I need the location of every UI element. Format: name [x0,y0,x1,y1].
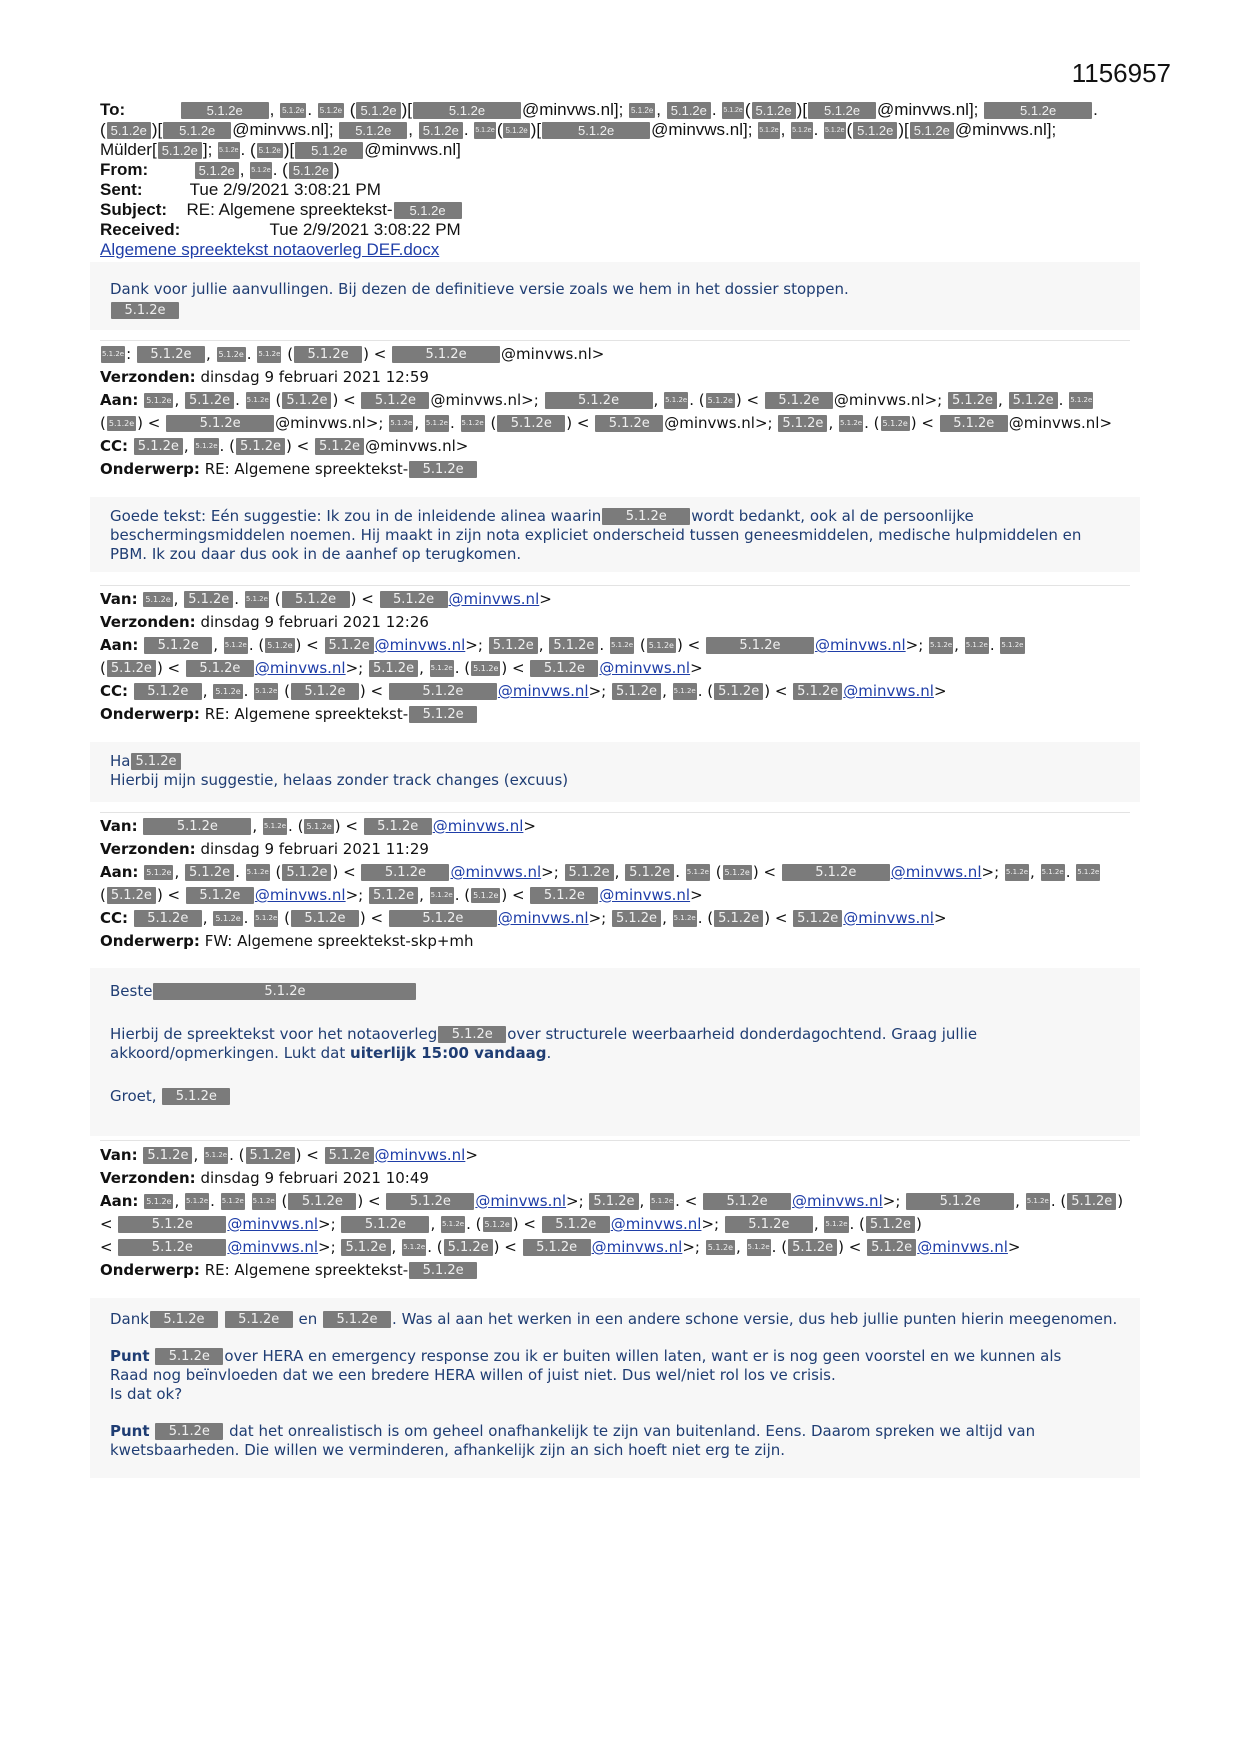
message-2-text: wordt bedankt, ook al de persoonlijke [691,507,974,525]
redaction: 5.1.2e [1076,864,1100,881]
received-value: Tue 2/9/2021 3:08:22 PM [269,220,461,239]
attachment-row [100,240,439,260]
message-2-text: Goede tekst: Eén suggestie: Ik zou in de inleidende alinea waarin [110,507,602,525]
redaction: 5.1.2e [153,983,416,1000]
email-link[interactable]: @minvws.nl [450,863,542,881]
attachment-link[interactable]: Algemene spreektekst notaoverleg DEF.docx [100,240,440,259]
redaction: 5.1.2e [282,392,331,409]
redaction: 5.1.2e [793,683,842,700]
redaction: 5.1.2e [664,392,688,409]
redaction: 5.1.2e [339,122,407,139]
greeting: Ha [110,752,131,770]
to-label: Aan: [100,1192,139,1210]
redaction: 5.1.2e [294,346,362,363]
email-domain: @minvws.nl [1008,414,1100,432]
redaction: 5.1.2e [438,1026,506,1043]
to-label: Aan: [100,863,139,881]
redaction: 5.1.2e [409,706,477,723]
redaction: 5.1.2e [673,910,697,927]
redaction: 5.1.2e [361,392,429,409]
message-3-text: Hierbij mijn suggestie, helaas zonder track changes (excuus) [110,771,569,789]
redaction: 5.1.2e [647,638,676,653]
redaction: 5.1.2e [389,415,413,432]
redaction: 5.1.2e [497,415,565,432]
redaction: 5.1.2e [1005,864,1029,881]
email-domain: @minvws.nl [232,120,325,139]
redaction: 5.1.2e [430,887,454,904]
message-2-text: beschermingsmiddelen noemen. Hij maakt in zijn nota expliciet onderscheid tussen geneesmiddelen, medische hulpmiddelen en [110,526,1082,544]
redaction: 5.1.2e [929,637,953,654]
sent-label: Verzonden: [100,840,196,858]
subject-value: RE: Algemene spreektekst- [204,1261,409,1279]
header-to-line-3: Mülder[ 5.1.2e ]; 5.1.2e . ( 5.1.2e )[ 5.1.2e @minvws.nl] [100,140,461,159]
redaction: 5.1.2e [625,864,674,881]
redaction: 5.1.2e [134,438,183,455]
separator [100,812,1130,813]
redaction: 5.1.2e [263,818,287,835]
redaction: 5.1.2e [906,1193,1014,1210]
redaction: 5.1.2e [163,122,231,139]
redaction: 5.1.2e [425,415,449,432]
subject-label: Subject: [100,200,168,219]
redaction: 5.1.2e [725,1216,813,1233]
redaction: 5.1.2e [291,683,359,700]
sent-label: Verzonden: [100,1169,196,1187]
redaction: 5.1.2e [325,1147,374,1164]
redaction: 5.1.2e [589,1193,638,1210]
redaction: 5.1.2e [610,637,634,654]
redaction: 5.1.2e [765,392,833,409]
redaction: 5.1.2e [221,1193,245,1210]
redaction: 5.1.2e [131,753,180,770]
redaction: 5.1.2e [217,347,246,362]
redaction: 5.1.2e [650,1193,674,1210]
email-link[interactable]: @minvws.nl [497,909,589,927]
email-link[interactable]: @minvws.nl [254,886,346,904]
redaction: 5.1.2e [866,1216,915,1233]
header-to-line-2: ( 5.1.2e )[ 5.1.2e @minvws.nl]; 5.1.2e , 5.1.2e . 5.1.2e ( 5.1.2e )[ 5.1.2e @minvws.nl]; 5.1.2e , 5.1.2e . 5.1.2e ( 5.1.2e )[ 5.1.2e @minvws.nl]; [100,120,1057,139]
message-2-text: PBM. Ik zou daar dus ook in de aanhef op terugkomen. [110,545,522,563]
message-5-text: . Was al aan het werken in een andere schone versie, dus heb jullie punten hierin meegenomen. [392,1310,1118,1328]
redaction: 5.1.2e [461,415,485,432]
redaction: 5.1.2e [723,865,752,880]
redaction: 5.1.2e [545,392,653,409]
message-4-headers: Van: 5.1.2e , 5.1.2e . ( 5.1.2e ) < 5.1.2e @minvws.nl> Verzonden: dinsdag 9 februari 2021 11:29 Aan: 5.1.2e , 5.1.2e . 5.1.2e ( 5.1.2e ) < 5.1.2e @minvws.nl>; 5.1.2e , 5.1.2e . 5.1.2e ( 5.1.2e ) < 5.1.2e @minvws.nl>; 5.1.2e , 5.1.2e . 5.1.2e ( 5.1.2e ) < 5.1.2e @minvws.nl>; 5.1.2e , 5.1.2e . ( 5.1.2e ) < 5.1.2e @minvws.nl> CC: 5.1.2e , 5.1.2e . 5.1.2e ( 5.1.2e ) < 5.1.2e @minvws.nl>; 5.1.2e , 5.1.2e . ( 5.1.2e ) < 5.1.2e @minvws.nl> Onderwerp: FW: Algemene spreektekst-skp+mh [100,817,1100,950]
redaction: 5.1.2e [118,1239,226,1256]
subject-label: Onderwerp: [100,705,200,723]
email-link[interactable]: @minvws.nl [843,909,934,927]
redaction: 5.1.2e [788,1239,837,1256]
redaction: 5.1.2e [386,1193,474,1210]
redaction: 5.1.2e [162,1088,230,1105]
email-link[interactable]: @minvws.nl [917,1238,1008,1256]
redaction: 5.1.2e [246,392,270,409]
redaction: 5.1.2e [250,162,271,179]
redaction: 5.1.2e [444,1239,493,1256]
redaction: 5.1.2e [542,122,650,139]
message-2-headers: 5.1.2e : 5.1.2e , 5.1.2e . 5.1.2e ( 5.1.2e ) < 5.1.2e @minvws.nl> Verzonden: dinsdag 9 februari 2021 12:59 Aan: 5.1.2e , 5.1.2e . 5.1.2e ( 5.1.2e ) < 5.1.2e @minvws.nl>; 5.1.2e , 5.1.2e . ( 5.1.2e ) < 5.1.2e @minvws.nl>; 5.1.2e , 5.1.2e . 5.1.2e ( 5.1.2e ) < 5.1.2e @minvws.nl>; 5.1.2e , 5.1.2e . 5.1.2e ( 5.1.2e ) < 5.1.2e @minvws.nl>; 5.1.2e , 5.1.2e . ( 5.1.2e ) < 5.1.2e @minvws.nl> CC: 5.1.2e , 5.1.2e . ( 5.1.2e ) < 5.1.2e @minvws.nl> Onderwerp: RE: Algemene spreektekst- 5.1.2e [100,345,1113,478]
redaction: 5.1.2e [144,637,212,654]
redaction: 5.1.2e [667,102,711,119]
received-label: Received: [100,220,181,239]
subject-value: RE: Algemene spreektekst- [204,705,409,723]
redaction: 5.1.2e [186,660,254,677]
sent-date: dinsdag 9 februari 2021 11:29 [200,840,429,858]
email-link[interactable]: @minvws.nl [890,863,982,881]
redaction: 5.1.2e [101,346,125,363]
email-domain: @minvws.nl [430,391,522,409]
email-link[interactable]: @minvws.nl [591,1238,683,1256]
redaction: 5.1.2e [1000,637,1024,654]
redaction: 5.1.2e [758,122,779,139]
redaction: 5.1.2e [471,661,500,676]
email-domain: @minvws.nl [521,100,614,119]
message-1-text: Dank voor jullie aanvullingen. Bij dezen de definitieve versie zoals we hem in het dossier stoppen. [110,280,849,298]
sent-date: dinsdag 9 februari 2021 12:26 [200,613,429,631]
redaction: 5.1.2e [144,865,173,880]
message-4-text: akkoord/opmerkingen. Lukt dat [110,1044,351,1062]
header-sent [100,180,381,200]
email-domain: @minvws.nl [664,414,755,432]
redaction: 5.1.2e [185,392,234,409]
redaction: 5.1.2e [118,1216,226,1233]
redaction: 5.1.2e [134,683,202,700]
message-5-text: over HERA en emergency response zou ik er buiten willen laten, want er is nog geen voorstel en we kunnen als [224,1347,1062,1365]
message-5-text: Dank [110,1310,149,1328]
redaction: 5.1.2e [824,122,845,139]
redaction: 5.1.2e [204,1147,228,1164]
redaction: 5.1.2e [706,393,735,408]
cc-label: CC: [100,437,129,455]
redaction: 5.1.2e [409,461,477,478]
redaction: 5.1.2e [1069,392,1093,409]
redaction: 5.1.2e [824,1216,848,1233]
message-5-text: en [298,1310,318,1328]
to-label: Aan: [100,391,139,409]
subject-label: Onderwerp: [100,932,200,950]
redaction: 5.1.2e [361,864,449,881]
redaction: 5.1.2e [185,864,234,881]
redaction: 5.1.2e [144,393,173,408]
redaction: 5.1.2e [940,415,1008,432]
email-domain: @minvws.nl [954,120,1047,139]
redaction: 5.1.2e [246,1147,295,1164]
email-link[interactable]: @minvws.nl [814,636,906,654]
email-link[interactable]: @minvws.nl [497,682,589,700]
redaction: 5.1.2e [530,887,598,904]
from-label: From: [100,160,149,179]
redaction: 5.1.2e [752,102,796,119]
message-1-body [110,280,1130,320]
email-link[interactable]: @minvws.nl [254,659,346,677]
redaction: 5.1.2e [111,302,179,319]
redaction: 5.1.2e [143,818,251,835]
email-domain: @minvws.nl [275,414,366,432]
redaction: 5.1.2e [218,142,239,159]
redaction: 5.1.2e [706,637,814,654]
redaction: 5.1.2e [213,911,242,926]
redaction: 5.1.2e [778,415,827,432]
header-to-line-1: To: 5.1.2e , 5.1.2e . 5.1.2e ( 5.1.2e )[ 5.1.2e @minvws.nl]; 5.1.2e , 5.1.2e . 5.1.2e ( 5.1.2e )[ 5.1.2e @minvws.nl]; 5.1.2e . [100,100,1098,119]
subject-value: RE: Algemene spreektekst- [186,200,393,219]
redaction: 5.1.2e [389,910,497,927]
redaction: 5.1.2e [839,415,863,432]
email-link[interactable]: @minvws.nl [610,1215,702,1233]
email-link[interactable]: @minvws.nl [374,1146,466,1164]
subject-value: FW: Algemene spreektekst-skp+mh [204,932,474,950]
email-link[interactable]: @minvws.nl [599,659,691,677]
separator [100,340,1130,341]
redaction: 5.1.2e [549,637,598,654]
redaction: 5.1.2e [323,1311,391,1328]
from-label: Van: [100,590,138,608]
redaction: 5.1.2e [1009,392,1058,409]
redaction: 5.1.2e [1026,1193,1050,1210]
redaction: 5.1.2e [315,438,364,455]
message-5-text: Raad nog beïnvloeden dat we een bredere HERA willen of juist niet. Dus wel/niet rol los ve crisis. [110,1366,836,1384]
redaction: 5.1.2e [288,1193,356,1210]
redaction: 5.1.2e [280,103,306,118]
redaction: 5.1.2e [881,416,910,431]
redaction: 5.1.2e [965,637,989,654]
redaction: 5.1.2e [254,910,278,927]
redaction: 5.1.2e [910,122,954,139]
redaction: 5.1.2e [703,1193,791,1210]
redaction: 5.1.2e [246,864,270,881]
redaction: 5.1.2e [380,591,448,608]
redaction: 5.1.2e [782,864,890,881]
redaction: 5.1.2e [629,103,655,118]
email-link[interactable]: @minvws.nl [374,636,466,654]
redaction: 5.1.2e [341,1216,429,1233]
redaction: 5.1.2e [304,819,333,834]
to-label: Aan: [100,636,139,654]
redaction: 5.1.2e [291,910,359,927]
header-received [100,220,461,240]
redaction: 5.1.2e [185,1193,209,1210]
redaction: 5.1.2e [419,122,463,139]
message-3-headers: Van: 5.1.2e , 5.1.2e . 5.1.2e ( 5.1.2e ) < 5.1.2e @minvws.nl> Verzonden: dinsdag 9 februari 2021 12:26 Aan: 5.1.2e , 5.1.2e . ( 5.1.2e ) < 5.1.2e @minvws.nl>; 5.1.2e , 5.1.2e . 5.1.2e ( 5.1.2e ) < 5.1.2e @minvws.nl>; 5.1.2e , 5.1.2e . 5.1.2e ( 5.1.2e ) < 5.1.2e @minvws.nl>; 5.1.2e , 5.1.2e . ( 5.1.2e ) < 5.1.2e @minvws.nl> CC: 5.1.2e , 5.1.2e . 5.1.2e ( 5.1.2e ) < 5.1.2e @minvws.nl>; 5.1.2e , 5.1.2e . ( 5.1.2e ) < 5.1.2e @minvws.nl> Onderwerp: RE: Algemene spreektekst- 5.1.2e [100,590,1024,723]
email-address: @minvws.nl> [501,345,605,363]
redaction: 5.1.2e [318,103,344,118]
subject-label: Onderwerp: [100,460,200,478]
message-5-headers: Van: 5.1.2e , 5.1.2e . ( 5.1.2e ) < 5.1.2e @minvws.nl> Verzonden: dinsdag 9 februari 2021 10:49 Aan: 5.1.2e , 5.1.2e . 5.1.2e 5.1.2e ( 5.1.2e ) < 5.1.2e @minvws.nl>; 5.1.2e , 5.1.2e . < 5.1.2e @minvws.nl>; 5.1.2e , 5.1.2e . ( 5.1.2e ) < 5.1.2e @minvws.nl>; 5.1.2e , 5.1.2e . ( 5.1.2e ) < 5.1.2e @minvws.nl>; 5.1.2e , 5.1.2e . ( 5.1.2e ) < 5.1.2e @minvws.nl>; 5.1.2e , 5.1.2e . ( 5.1.2e ) < 5.1.2e @minvws.nl>; 5.1.2e , 5.1.2e . ( 5.1.2e ) < 5.1.2e @minvws.nl> Onderwerp: RE: Algemene spreektekst- 5.1.2e [100,1146,1124,1279]
redaction: 5.1.2e [673,683,697,700]
sent-label: Verzonden: [100,368,196,386]
message-5-text: Is dat ok? [110,1385,183,1403]
redaction: 5.1.2e [282,864,331,881]
redaction: 5.1.2e [474,122,495,139]
redaction: 5.1.2e [402,1239,426,1256]
redaction: 5.1.2e [325,637,374,654]
redaction: 5.1.2e [155,1423,223,1440]
subject-value: RE: Algemene spreektekst- [204,460,409,478]
redaction: 5.1.2e [430,660,454,677]
redaction: 5.1.2e [394,202,462,219]
email-domain: @minvws.nl [877,100,969,119]
redaction: 5.1.2e [714,910,763,927]
redaction: 5.1.2e [265,638,294,653]
email-link[interactable]: @minvws.nl [448,590,540,608]
redaction: 5.1.2e [107,122,151,139]
subject-label: Onderwerp: [100,1261,200,1279]
from-label: Van: [100,1146,138,1164]
redaction: 5.1.2e [143,1147,192,1164]
separator [100,1140,1130,1141]
redaction: 5.1.2e [341,1239,390,1256]
message-4-body [110,982,1130,1106]
redaction: 5.1.2e [245,591,269,608]
message-5-text: dat het onrealistisch is om geheel onafhankelijk te zijn van buitenland. Eens. Daarom spreken we altijd van [229,1422,1036,1440]
redaction: 5.1.2e [166,415,274,432]
message-4-text: . [546,1044,552,1062]
message-2-body [110,507,1130,564]
redaction: 5.1.2e [213,684,242,699]
redaction: 5.1.2e [808,102,876,119]
redaction: 5.1.2e [503,123,529,138]
sent-label: Sent: [100,180,143,199]
punt-label: Punt [110,1347,150,1365]
sent-date: dinsdag 9 februari 2021 10:49 [200,1169,429,1187]
email-link[interactable]: @minvws.nl [792,1192,883,1210]
redaction: 5.1.2e [195,162,239,179]
redaction: 5.1.2e [144,1194,173,1209]
redaction: 5.1.2e [612,910,661,927]
email-domain: @minvws.nl [833,391,925,409]
redaction: 5.1.2e [252,1193,276,1210]
redaction: 5.1.2e [137,346,205,363]
redaction: 5.1.2e [254,683,278,700]
redaction: 5.1.2e [107,660,156,677]
redaction: 5.1.2e [225,1311,293,1328]
redaction: 5.1.2e [155,1348,223,1365]
redaction: 5.1.2e [224,637,248,654]
redaction: 5.1.2e [489,637,538,654]
redaction: 5.1.2e [747,1239,771,1256]
redaction: 5.1.2e [236,438,285,455]
redaction: 5.1.2e [595,415,663,432]
redaction: 5.1.2e [612,683,661,700]
redaction: 5.1.2e [107,887,156,904]
redaction: 5.1.2e [184,591,233,608]
redaction: 5.1.2e [722,102,743,119]
redaction: 5.1.2e [181,102,269,119]
redaction: 5.1.2e [282,591,350,608]
cc-label: CC: [100,682,129,700]
redaction: 5.1.2e [686,864,710,881]
separator [100,585,1130,586]
sent-label: Verzonden: [100,613,196,631]
redaction: 5.1.2e [791,122,812,139]
redaction: 5.1.2e [194,438,218,455]
sent-date: dinsdag 9 februari 2021 12:59 [200,368,429,386]
redaction: 5.1.2e [1067,1193,1116,1210]
punt-label: Punt [110,1422,150,1440]
redaction: 5.1.2e [984,102,1092,119]
redaction: 5.1.2e [158,142,202,159]
message-4-text: over structurele weerbaarheid donderdagochtend. Graag jullie [507,1025,978,1043]
header-subject [100,200,463,220]
email-domain: @minvws.nl [651,120,744,139]
redaction: 5.1.2e [523,1239,591,1256]
sent-value: Tue 2/9/2021 3:08:21 PM [189,180,381,199]
redaction: 5.1.2e [389,683,497,700]
message-5-text: kwetsbaarheden. Die willen we verminderen, afhankelijk zijn an sich hoeft niet erg te zijn. [110,1441,786,1459]
redaction: 5.1.2e [853,122,897,139]
redaction: 5.1.2e [295,142,363,159]
redaction: 5.1.2e [409,1262,477,1279]
redaction: 5.1.2e [369,887,418,904]
redaction: 5.1.2e [356,102,400,119]
redaction: 5.1.2e [186,887,254,904]
redaction: 5.1.2e [364,818,432,835]
email-link[interactable]: @minvws.nl [599,886,691,904]
message-4-text: Hierbij de spreektekst voor het notaoverleg [110,1025,438,1043]
closing: Groet, [110,1087,157,1105]
redaction: 5.1.2e [542,1216,610,1233]
redaction: 5.1.2e [1041,864,1065,881]
redaction: 5.1.2e [392,346,500,363]
redaction: 5.1.2e [143,592,172,607]
header-from: From: 5.1.2e , 5.1.2e . ( 5.1.2e ) [100,160,340,179]
email-link[interactable]: @minvws.nl [843,682,934,700]
redaction: 5.1.2e [257,143,283,158]
email-link[interactable]: @minvws.nl [475,1192,567,1210]
email-link[interactable]: @minvws.nl [432,817,524,835]
redaction: 5.1.2e [441,1216,465,1233]
redaction: 5.1.2e [530,660,598,677]
redaction: 5.1.2e [150,1311,218,1328]
email-link[interactable]: @minvws.nl [227,1215,319,1233]
recipient-name: Mülder [100,140,152,159]
email-domain: @minvws.nl [365,437,456,455]
email-link[interactable]: @minvws.nl [227,1238,319,1256]
redaction: 5.1.2e [369,660,418,677]
redaction: 5.1.2e [483,1217,512,1232]
redaction: 5.1.2e [948,392,997,409]
redaction: 5.1.2e [107,416,136,431]
redaction: 5.1.2e [706,1240,735,1255]
email-domain: @minvws.nl [364,140,457,159]
deadline-text: uiterlijk 15:00 vandaag [350,1044,547,1062]
redaction: 5.1.2e [867,1239,916,1256]
redaction: 5.1.2e [134,910,202,927]
to-label: To: [100,100,126,119]
redaction: 5.1.2e [602,508,690,525]
document-number: 1156957 [1071,58,1171,88]
redaction: 5.1.2e [257,346,281,363]
redaction: 5.1.2e [793,910,842,927]
from-label: Van: [100,817,138,835]
redaction: 5.1.2e [714,683,763,700]
redaction: 5.1.2e [565,864,614,881]
message-5-body [110,1310,1130,1460]
redaction: 5.1.2e [471,888,500,903]
cc-label: CC: [100,909,129,927]
redaction: 5.1.2e [289,162,333,179]
greeting: Beste [110,982,153,1000]
message-3-body [110,752,1130,790]
redaction: 5.1.2e [413,102,521,119]
